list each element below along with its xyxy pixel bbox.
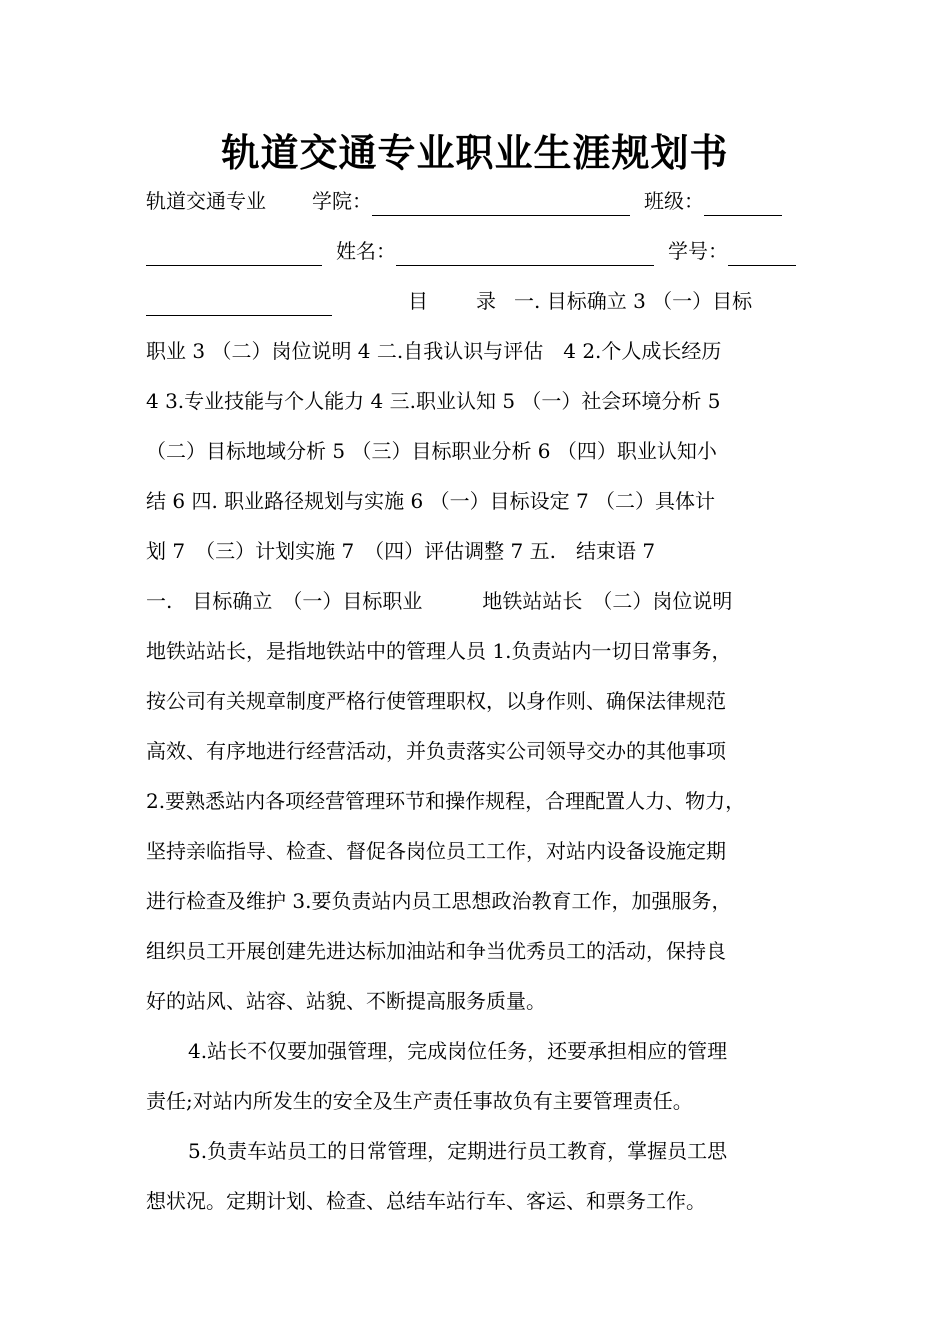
toc-line: 4 3.专业技能与个人能力 4 三.职业认知 5 （一）社会环境分析 5 [146,389,721,413]
toc-line: 职业 3 （二）岗位说明 4 二.自我认识与评估 4 2.个人成长经历 [146,339,722,363]
toc-heading: 目 录 [408,289,510,313]
body-line: 高效、有序地进行经营活动，并负责落实公司领导交办的其他事项 [146,739,726,763]
college-label: 学院： [312,189,372,213]
toc-line: （二）目标地域分析 5 （三）目标职业分析 6 （四）职业认知小 [146,439,717,463]
paragraph-4-line-1: 4.站长不仅要加强管理，完成岗位任务，还要承担相应的管理 [188,1039,728,1063]
class-label: 班级： [644,189,704,213]
document-title: 轨道交通专业职业生涯规划书 [221,131,729,175]
paragraph-5-line-1: 5.负责车站员工的日常管理，定期进行员工教育，掌握员工思 [188,1139,728,1163]
major-label: 轨道交通专业 [146,189,266,213]
toc-line: 划 7 （三）计划实施 7 （四）评估调整 7 五. 结束语 7 [146,539,656,563]
form-line-3 [146,286,814,316]
body-line: 进行检查及维护 3.要负责站内员工思想政治教育工作，加强服务， [146,889,732,913]
form-line-1 [146,186,814,216]
body-line: 2.要熟悉站内各项经营管理环节和操作规程，合理配置人力、物力， [146,789,746,813]
id-label: 学号： [668,239,728,263]
toc-line: 结 6 四. 职业路径规划与实施 6 （一）目标设定 7 （二）具体计 [146,489,716,513]
body-line: 按公司有关规章制度严格行使管理职权，以身作则、确保法律规范 [146,689,726,713]
body-line: 一. 目标确立 （一）目标职业 地铁站站长 （二）岗位说明 [146,589,733,613]
name-blank [396,243,654,266]
paragraph-4-line-2: 责任;对站内所发生的安全及生产责任事故负有主要管理责任。 [146,1089,693,1113]
form-line-2 [146,236,814,266]
id-blank [728,243,796,266]
toc-line-0: 一. 目标确立 3 （一）目标 [514,289,753,313]
college-blank [372,193,630,216]
body-line: 组织员工开展创建先进达标加油站和争当优秀员工的活动，保持良 [146,939,726,963]
id-blank-continued [146,293,332,316]
body-line: 地铁站站长，是指地铁站中的管理人员 1.负责站内一切日常事务， [146,639,732,663]
body-line: 坚持亲临指导、检查、督促各岗位员工工作，对站内设备设施定期 [146,839,726,863]
class-blank [704,193,782,216]
paragraph-5-line-2: 想状况。定期计划、检查、总结车站行车、客运、和票务工作。 [146,1189,706,1213]
body-line: 好的站风、站容、站貌、不断提高服务质量。 [146,989,546,1013]
name-label: 姓名： [336,239,396,263]
class-blank-continued [146,243,322,266]
